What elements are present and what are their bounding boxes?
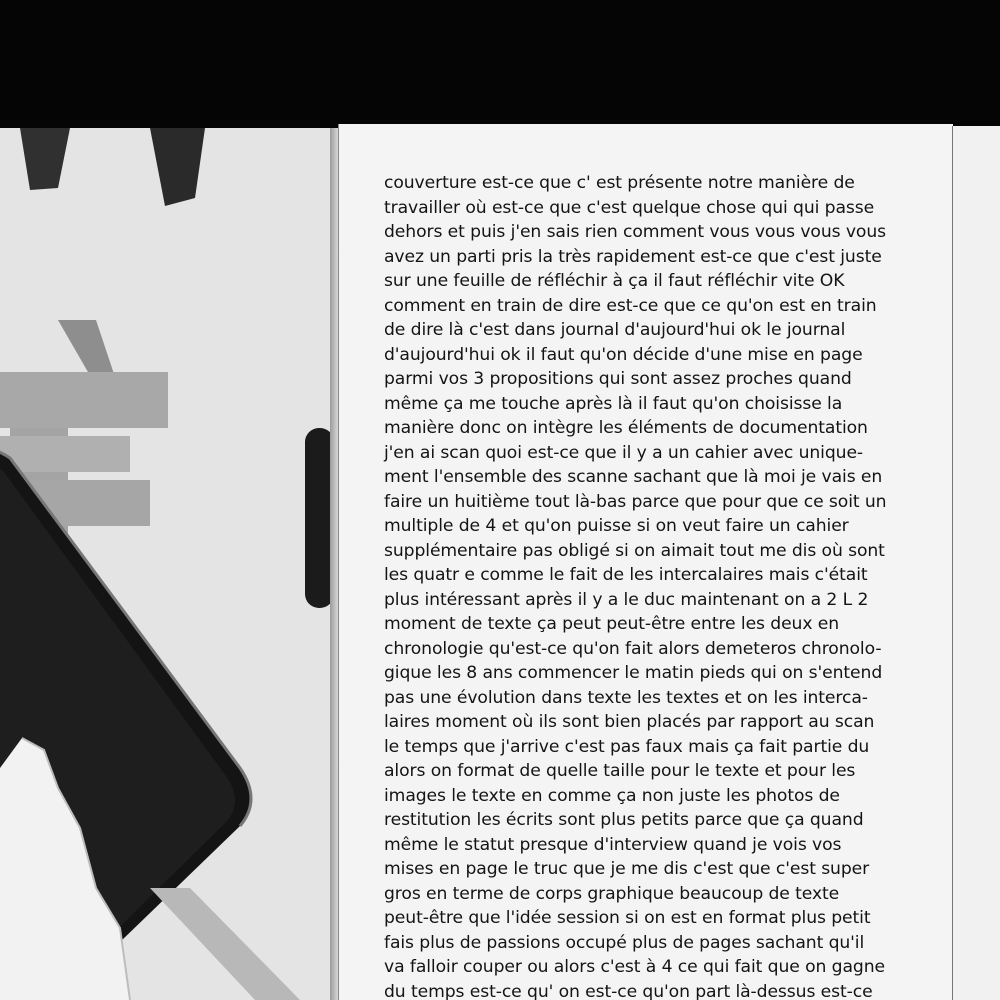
text-line: le temps que j'arrive c'est pas faux mais ça fait partie du bbox=[384, 736, 870, 757]
text-line: chronologie qu'est-ce qu'on fait alors demeteros chronolo- bbox=[384, 638, 882, 659]
text-line: alors on format de quelle taille pour le texte et pour les bbox=[384, 761, 856, 781]
text-line: laires moment où ils sont bien placés par rapport au scan bbox=[384, 712, 875, 732]
text-line: parmi vos 3 propositions qui sont assez proches quand bbox=[384, 369, 852, 389]
text-line: peut-être que l'idée session si on est en format plus petit bbox=[384, 908, 871, 928]
text-line: couverture est-ce que c' est présente notre manière de bbox=[384, 173, 855, 193]
text-line: faire un huitième tout là-bas parce que pour que ce soit un bbox=[384, 491, 887, 512]
text-line: images le texte en comme ça non juste les photos de bbox=[384, 785, 840, 806]
next-page-edge bbox=[952, 126, 1000, 1000]
text-line: restitution les écrits sont plus petits parce que ça quand bbox=[384, 810, 864, 830]
page-body-text bbox=[384, 171, 924, 1000]
text-line: gique les 8 ans commencer le matin pieds qui on s'entend bbox=[384, 663, 883, 683]
text-line: ment l'ensemble des scanne sachant que là moi je vais en bbox=[384, 467, 883, 487]
text-line: moment de texte ça peut peut-être entre les deux en bbox=[384, 614, 840, 634]
text-line: va falloir couper ou alors c'est à 4 ce qui fait que on gagne bbox=[384, 957, 885, 977]
right-page bbox=[338, 124, 953, 1000]
text-line: d'aujourd'hui ok il faut qu'on décide d'une mise en page bbox=[384, 344, 863, 365]
text-line: sur une feuille de réfléchir à ça il faut réfléchir vite OK bbox=[384, 271, 845, 291]
text-line: même ça me touche après là il faut qu'on choisisse la bbox=[384, 393, 843, 414]
text-line: supplémentaire pas obligé si on aimait tout me dis où sont bbox=[384, 540, 885, 561]
text-line: de dire là c'est dans journal d'aujourd'hui ok le journal bbox=[384, 320, 846, 340]
background-dark-band bbox=[0, 0, 1000, 128]
text-line: avez un parti pris la très rapidement est-ce que c'est juste bbox=[384, 246, 882, 267]
text-line: gros en terme de corps graphique beaucoup de texte bbox=[384, 883, 840, 904]
text-line: travailler où est-ce que c'est quelque chose qui qui passe bbox=[384, 197, 875, 218]
phone-photo-icon bbox=[0, 128, 334, 1000]
text-line: plus intéressant après il y a le duc maintenant on a 2 L 2 bbox=[384, 589, 869, 610]
left-page-photo bbox=[0, 128, 334, 1000]
text-line: manière donc on intègre les éléments de documentation bbox=[384, 418, 868, 438]
text-line: les quatr e comme le fait de les intercalaires mais c'était bbox=[384, 565, 868, 585]
text-line: multiple de 4 et qu'on puisse si on veut faire un cahier bbox=[384, 516, 849, 536]
text-line: j'en ai scan quoi est-ce que il y a un cahier avec unique- bbox=[384, 442, 864, 463]
text-line: même le statut presque d'interview quand je vois vos bbox=[384, 834, 842, 855]
text-line: comment en train de dire est-ce que ce qu'on est en train bbox=[384, 295, 877, 316]
text-line: dehors et puis j'en sais rien comment vous vous vous vous bbox=[384, 222, 886, 242]
text-line: du temps est-ce qu' on est-ce qu'on part là-dessus est-ce bbox=[384, 981, 873, 1000]
text-line: mises en page le truc que je me dis c'est que c'est super bbox=[384, 859, 870, 879]
text-line: fais plus de passions occupé plus de pages sachant qu'il bbox=[384, 932, 865, 953]
text-line: pas une évolution dans texte les textes et on les interca- bbox=[384, 687, 868, 708]
